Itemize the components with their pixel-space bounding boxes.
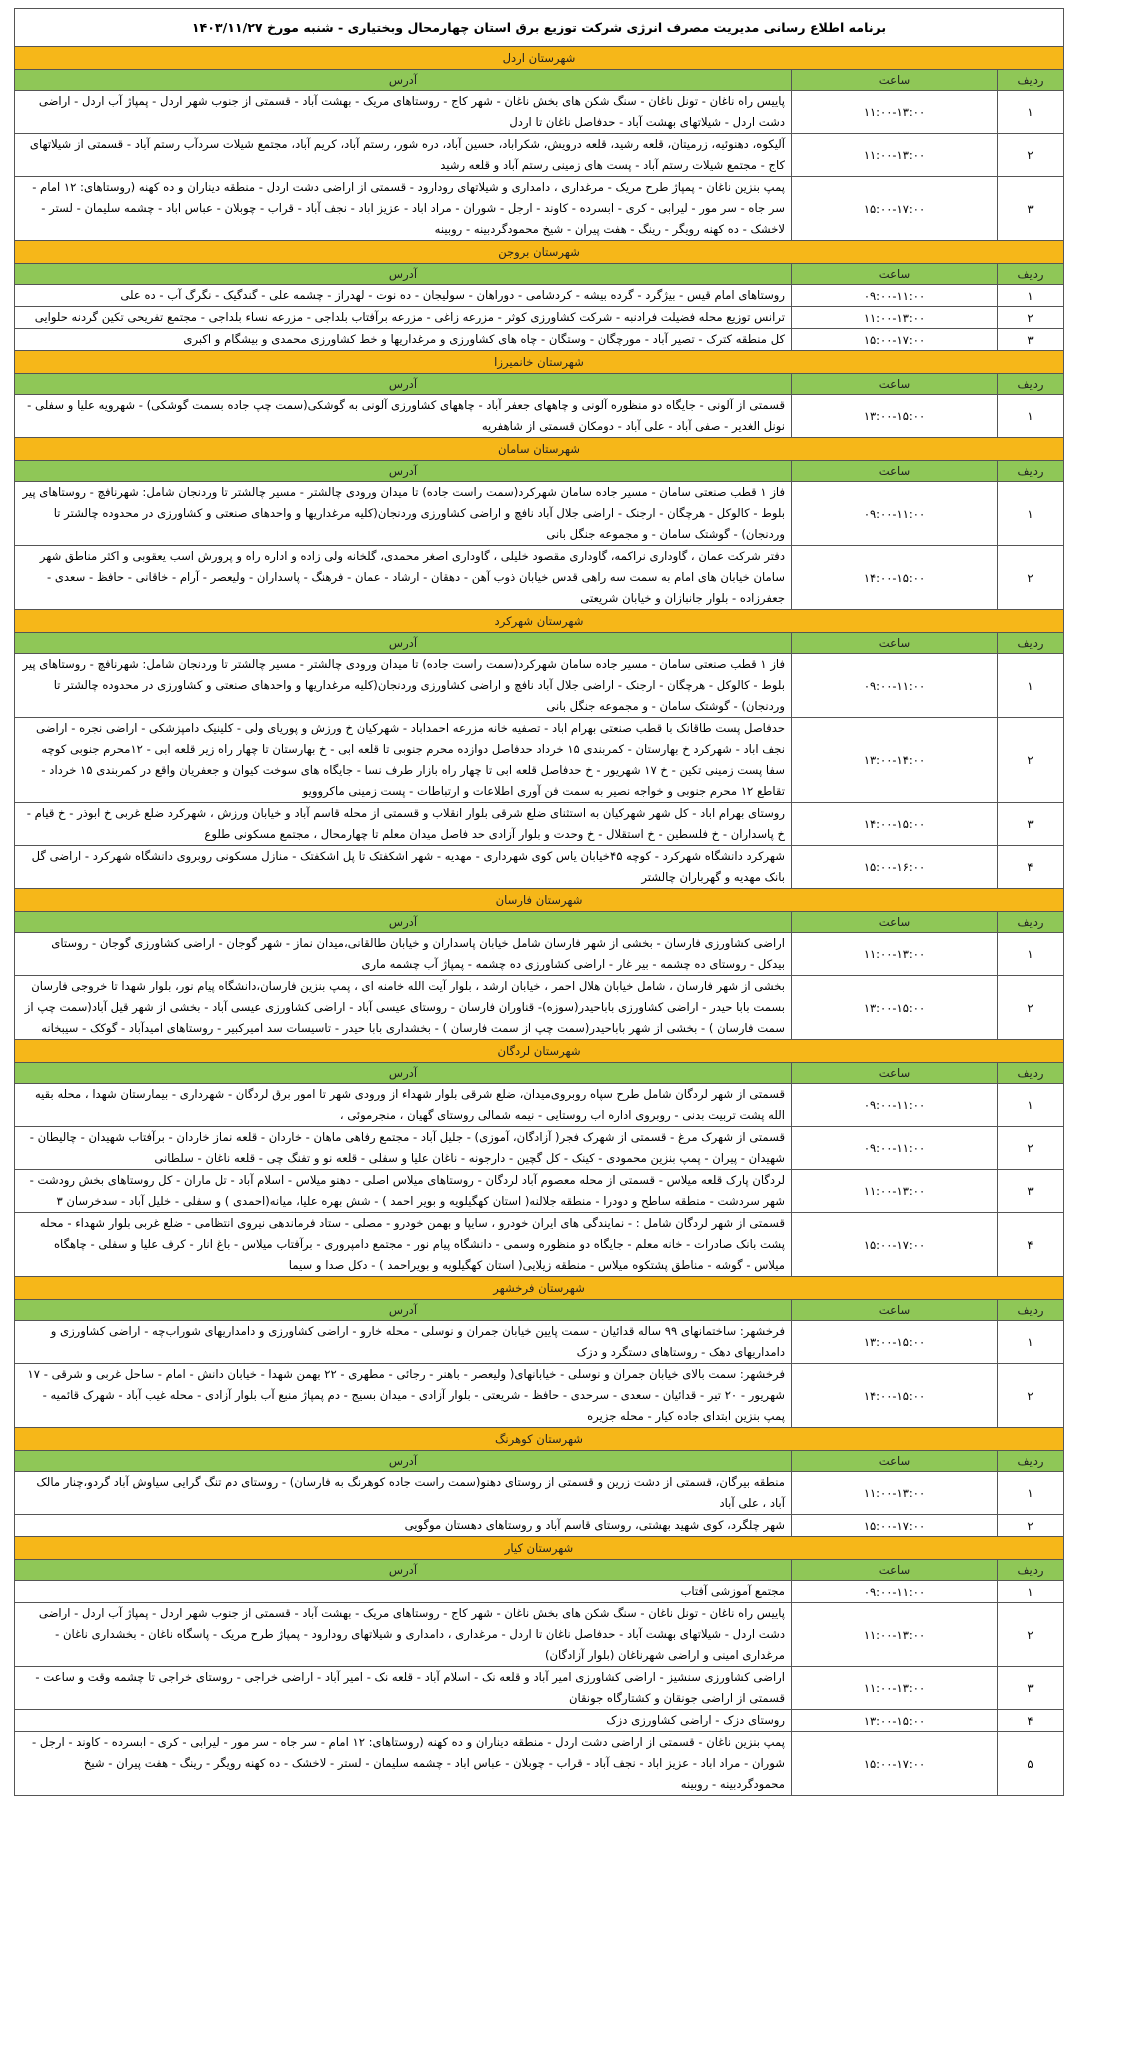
table-row (15, 134, 1064, 177)
table-row (15, 1732, 1064, 1796)
city-header-row (15, 889, 1064, 912)
header-row-number: ردیف (998, 374, 1064, 395)
city-name: شهرستان خانمیرزا (15, 351, 1064, 374)
row-time: ۱۳:۰۰-۱۵:۰۰ (792, 395, 998, 438)
column-header-row (15, 264, 1064, 285)
row-number: ۴ (998, 1213, 1064, 1277)
row-time: ۱۱:۰۰-۱۳:۰۰ (792, 307, 998, 329)
city-header-row (15, 351, 1064, 374)
row-address: دفتر شرکت عمان ، گاوداری نراکمه، گاوداری مقصود خلیلی ، گاوداری اصغر محمدی، گلخانه ولی زاده و اداره راه و پرورش اسب یعقوبی و اکثر مناطق شهر سامان خیابان های امام به سمت سه راهی قدس خیابان ذوب آهن - دهقان - ارشاد - عمان - فرهنگ - پاسداران - ولیعصر - آرام - خاقانی - حافظ - سعدی - جعفرزاده - بلوار جانبازان و خیابان شریعتی (15, 546, 792, 610)
table-body (15, 9, 1064, 1796)
city-header-row (15, 438, 1064, 461)
row-time: ۰۹:۰۰-۱۱:۰۰ (792, 1127, 998, 1170)
table-row (15, 1213, 1064, 1277)
row-time: ۱۵:۰۰-۱۷:۰۰ (792, 1213, 998, 1277)
row-number: ۱ (998, 395, 1064, 438)
row-time: ۱۴:۰۰-۱۵:۰۰ (792, 803, 998, 846)
row-time: ۱۳:۰۰-۱۴:۰۰ (792, 718, 998, 803)
header-time: ساعت (792, 1560, 998, 1581)
header-address: آدرس (15, 1451, 792, 1472)
row-time: ۱۱:۰۰-۱۳:۰۰ (792, 933, 998, 976)
city-name: شهرستان فارسان (15, 889, 1064, 912)
header-time: ساعت (792, 461, 998, 482)
header-row-number: ردیف (998, 70, 1064, 91)
table-row (15, 1127, 1064, 1170)
row-number: ۳ (998, 329, 1064, 351)
row-time: ۰۹:۰۰-۱۱:۰۰ (792, 654, 998, 718)
city-name: شهرستان سامان (15, 438, 1064, 461)
row-time: ۱۴:۰۰-۱۵:۰۰ (792, 546, 998, 610)
row-number: ۱ (998, 1084, 1064, 1127)
table-row (15, 976, 1064, 1040)
row-number: ۳ (998, 177, 1064, 241)
row-time: ۱۱:۰۰-۱۳:۰۰ (792, 1603, 998, 1667)
header-address: آدرس (15, 374, 792, 395)
row-address: قسمتی از شهرک مرغ - قسمتی از شهرک فجر( آزادگان، آموزی) - جلیل آباد - مجتمع رفاهی ماهان - خاردان - قلعه نماز خاردان - برآفتاب شهیدان - چالیطان - شهیدان - پیران - پمپ بنزین محمودی - کینک - کل گچین - دارجونه - ناغان علیا و سفلی - قلعه نو و تفنگ چی - قلعه ناغان - سلطانی (15, 1127, 792, 1170)
row-number: ۳ (998, 1667, 1064, 1710)
row-address: لردگان پارک قلعه میلاس - قسمتی از محله معصوم آباد لردگان - روستاهای میلاس اصلی - دهنو میلاس - اسلام آباد - تل ماران - کل روستاهای بخش رودشت - شهر سردشت - منطقه ساطح و دودرا - منطقه جلالنه( استان کهگیلویه و بویر احمد ) - شش بهره علیا، میانه(احمدی ) و سفلی - خلیل آباد - سدخرسان ۳ (15, 1170, 792, 1213)
row-number: ۱ (998, 285, 1064, 307)
row-number: ۴ (998, 1710, 1064, 1732)
header-time: ساعت (792, 374, 998, 395)
row-number: ۲ (998, 307, 1064, 329)
header-address: آدرس (15, 1063, 792, 1084)
row-time: ۱۵:۰۰-۱۷:۰۰ (792, 177, 998, 241)
row-number: ۲ (998, 134, 1064, 177)
row-time: ۰۹:۰۰-۱۱:۰۰ (792, 1084, 998, 1127)
row-number: ۲ (998, 976, 1064, 1040)
row-time: ۱۳:۰۰-۱۵:۰۰ (792, 1321, 998, 1364)
column-header-row (15, 912, 1064, 933)
row-time: ۱۱:۰۰-۱۳:۰۰ (792, 1472, 998, 1515)
column-header-row (15, 374, 1064, 395)
header-time: ساعت (792, 70, 998, 91)
row-time: ۱۳:۰۰-۱۵:۰۰ (792, 976, 998, 1040)
row-address: اراضی کشاورزی سنشیز - اراضی کشاورزی امیر آباد و قلعه نک - اسلام آباد - قلعه نک - امیر آباد - اراضی خراجی - روستای خراجی تا چشمه وقت و ساعت - قسمتی از اراضی جونقان و کشتارگاه جونقان (15, 1667, 792, 1710)
header-address: آدرس (15, 912, 792, 933)
row-time: ۱۱:۰۰-۱۳:۰۰ (792, 1667, 998, 1710)
row-number: ۵ (998, 1732, 1064, 1796)
header-row-number: ردیف (998, 633, 1064, 654)
row-number: ۴ (998, 846, 1064, 889)
row-number: ۱ (998, 482, 1064, 546)
column-header-row (15, 1451, 1064, 1472)
row-address: فاز ۱ قطب صنعتی سامان - مسیر جاده سامان شهرکرد(سمت راست جاده) تا میدان ورودی چالشتر - مسیر چالشتر تا وردنجان شامل: شهرنافچ - روستاهای پیر بلوط - کالوکل - هرچگان - ارجنک - اراضی جلال آباد نافچ و اراضی کشاورزی وردنجان(کلیه مرغداریها و واحدهای صنعتی و کشاورزی در محدوده چالشتر تا وردنجان) - گوشتک سامان - و مجموعه جنگل بانی (15, 654, 792, 718)
table-row (15, 718, 1064, 803)
city-header-row (15, 610, 1064, 633)
table-row (15, 1603, 1064, 1667)
row-address: پاییس راه ناغان - تونل ناغان - سنگ شکن های بخش ناغان - شهر کاج - روستاهای مریک - بهشت آباد - قسمتی از جنوب شهر اردل - پمپاژ آب اردل - اراضی دشت اردل - شیلاتهای بهشت آباد - حدفاصل ناغان تا اردل - مرغداری ، دامداری و شیلاتهای رودارود - پمپاژ طرح مریک - پاسگاه ناغان - بخشداری ناغان - مرغداری امینی و اراضی شهرناغان (بلوار آزادگان) (15, 1603, 792, 1667)
header-row-number: ردیف (998, 1451, 1064, 1472)
row-time: ۱۳:۰۰-۱۵:۰۰ (792, 1710, 998, 1732)
city-header-row (15, 1040, 1064, 1063)
city-header-row (15, 47, 1064, 70)
title-row (15, 9, 1064, 47)
city-name: شهرستان کیار (15, 1537, 1064, 1560)
row-time: ۰۹:۰۰-۱۱:۰۰ (792, 285, 998, 307)
header-row-number: ردیف (998, 1300, 1064, 1321)
table-row (15, 1364, 1064, 1428)
row-address: روستاهای امام قیس - بیژگرد - گرده بیشه - کردشامی - دوراهان - سولیجان - ده نوت - لهدراز - چشمه علی - گندگیک - نگرگ آب - ده علی (15, 285, 792, 307)
row-time: ۱۵:۰۰-۱۷:۰۰ (792, 1732, 998, 1796)
table-row (15, 482, 1064, 546)
table-row (15, 395, 1064, 438)
outage-schedule-table (14, 8, 1064, 1796)
table-row (15, 307, 1064, 329)
header-address: آدرس (15, 70, 792, 91)
table-row (15, 546, 1064, 610)
header-time: ساعت (792, 1451, 998, 1472)
row-number: ۱ (998, 1321, 1064, 1364)
row-number: ۱ (998, 654, 1064, 718)
row-address: شهرکرد دانشگاه شهرکرد - کوچه ۴۵خیابان یاس کوی شهرداری - مهدیه - شهر اشکفتک تا پل اشکفتک - منازل مسکونی روبروی دانشگاه شهرکرد - اراضی گل بانک مهدیه و گهرباران چالشتر (15, 846, 792, 889)
row-address: آلیکوه، دهنوئیه، زرمیتان، قلعه رشید، قلعه درویش، شکراباد، حسین آباد، دره شور، رستم آباد، کریم آباد، مجتمع شیلات سردآب رستم آباد - قسمتی از شیلاتهای کاج - مجتمع شیلات رستم آباد - پست های زمینی رستم آباد و قلعه رشید (15, 134, 792, 177)
row-address: اراضی کشاورزی فارسان - بخشی از شهر فارسان شامل خیابان پاسداران و خیابان طالقانی،میدان نماز - شهر گوجان - اراضی کشاورزی گوجان - روستای بیدکل - روستای ده چشمه - بیر غار - اراضی کشاورزی ده چشمه - پمپاژ آب چشمه ماری (15, 933, 792, 976)
row-address: قسمتی از شهر لردگان شامل طرح سپاه روبروی‌میدان، ضلع شرقی بلوار شهداء از ورودی شهر تا امور برق لردگان - شهرداری - بیمارستان شهدا ، محله بقیه الله پشت تربیت بدنی - روبروی اداره اب روستایی - نیمه شمالی روستای گهیان ، منجرموئی ، (15, 1084, 792, 1127)
row-address: فرخشهر: سمت بالای خیابان جمران و نوسلی - خیابانهای( ولیعصر - باهنر - رجائی - مطهری - ۲۲ بهمن شهدا - خیابان دانش - امام - ساحل غربی و شرقی - ۱۷ شهریور - ۲۰ تیر - قدائیان - سعدی - سرحدی - حافظ - شریعتی - بلوار آزادی - میدان بسیج - دم پمپاژ منبع آب بلوار آزادی - محله غیب آباد - شهرک قائمیه - پمپ بنزین ابتدای جاده کیار - محله جزیره (15, 1364, 792, 1428)
row-address: حدفاصل پست طاقانک با قطب صنعتی بهرام اباد - تصفیه خانه مزرعه احمداباد - شهرکیان خ ورزش و پوریای ولی - کلینیک دامپزشکی - اراضی نجره - اراضی نجف اباد - شهرکرد خ بهارستان - کمربندی ۱۵ خرداد حدفاصل دوازده محرم جنوبی تا قلعه ابی - خ بهارستان تا چهار راه زیر قلعه ابی - ۱۲محرم جنوبی کوچه سفا پست زمینی تکین - خ ۱۷ شهریور - خ حدفاصل قلعه ابی تا چهار راه بازار طرف نسا - جایگاه های سوخت کیوان و جعفریان واقع در کمربندی ۱۵ خرداد - تقاطع ۱۲ محرم جنوبی و خواجه نصیر به سمت فن آوری اطلاعات و ارتباطات - پست زمینی ماکروویو (15, 718, 792, 803)
city-name: شهرستان لردگان (15, 1040, 1064, 1063)
table-row (15, 1581, 1064, 1603)
table-row (15, 1170, 1064, 1213)
city-name: شهرستان فرخشهر (15, 1277, 1064, 1300)
header-address: آدرس (15, 1560, 792, 1581)
row-time: ۱۵:۰۰-۱۶:۰۰ (792, 846, 998, 889)
table-row (15, 846, 1064, 889)
document-title: برنامه اطلاع رسانی مدیریت مصرف انرژی شرکت توزیع برق استان چهارمحال وبختیاری - شنبه مورخ ۱۴۰۳/۱۱/۲۷ (15, 9, 1064, 47)
row-number: ۲ (998, 546, 1064, 610)
row-time: ۰۹:۰۰-۱۱:۰۰ (792, 1581, 998, 1603)
row-address: شهر چلگرد، کوی شهید بهشتی، روستای قاسم آباد و روستاهای دهستان موگویی (15, 1515, 792, 1537)
table-row (15, 1321, 1064, 1364)
city-header-row (15, 1537, 1064, 1560)
header-row-number: ردیف (998, 461, 1064, 482)
row-number: ۳ (998, 1170, 1064, 1213)
column-header-row (15, 633, 1064, 654)
header-time: ساعت (792, 1300, 998, 1321)
row-number: ۳ (998, 803, 1064, 846)
row-address: مجتمع آموزشی آفتاب (15, 1581, 792, 1603)
row-number: ۲ (998, 1127, 1064, 1170)
row-number: ۲ (998, 1515, 1064, 1537)
row-number: ۲ (998, 1603, 1064, 1667)
header-address: آدرس (15, 461, 792, 482)
row-number: ۲ (998, 1364, 1064, 1428)
city-header-row (15, 241, 1064, 264)
row-address: روستای بهرام اباد - کل شهر شهرکیان به استثنای ضلع شرقی بلوار انقلاب و قسمتی از محله قاسم آباد و خیابان ورزش ، شهرکرد ضلع غربی خ ابوذر - خ قیام - خ پاسداران - خ فلسطین - خ استقلال - خ وحدت و بلوار آزادی حد فاصل میدان معلم تا چهارمحال ، مجتمع مسکونی طلوع (15, 803, 792, 846)
row-address: ترانس توزیع محله فضیلت فرادنبه - شرکت کشاورزی کوثر - مزرعه زاغی - مزرعه برآفتاب بلداجی - مزرعه نساء بلداجی - مجتمع تفریحی تکین گردنه حلوایی (15, 307, 792, 329)
row-number: ۱ (998, 933, 1064, 976)
header-time: ساعت (792, 264, 998, 285)
row-address: منطقه بیرگان، قسمتی از دشت زرین و قسمتی از روستای دهنو(سمت راست جاده کوهرنگ به فارسان) - روستای دم تنگ گرایی سیاوش آباد گردو،چنار مالک آباد ، علی آباد (15, 1472, 792, 1515)
table-row (15, 933, 1064, 976)
table-row (15, 177, 1064, 241)
row-address: روستای دزک - اراضی کشاورزی دزک (15, 1710, 792, 1732)
row-time: ۱۱:۰۰-۱۳:۰۰ (792, 91, 998, 134)
row-time: ۱۱:۰۰-۱۳:۰۰ (792, 1170, 998, 1213)
header-time: ساعت (792, 1063, 998, 1084)
city-name: شهرستان اردل (15, 47, 1064, 70)
row-time: ۱۴:۰۰-۱۵:۰۰ (792, 1364, 998, 1428)
row-time: ۰۹:۰۰-۱۱:۰۰ (792, 482, 998, 546)
row-time: ۱۵:۰۰-۱۷:۰۰ (792, 329, 998, 351)
row-time: ۱۵:۰۰-۱۷:۰۰ (792, 1515, 998, 1537)
row-address: کل منطقه کترک - تصیر آباد - مورچگان - وستگان - چاه های کشاورزی و مرغداریها و خط کشاورزی محمدی و بیشگام و اکبری (15, 329, 792, 351)
row-address: پاییس راه ناغان - تونل ناغان - سنگ شکن های بخش ناغان - شهر کاج - روستاهای مریک - بهشت آباد - قسمتی از جنوب شهر اردل - پمپاژ آب اردل - اراضی دشت اردل - شیلاتهای بهشت آباد - حدفاصل ناغان تا اردل (15, 91, 792, 134)
row-number: ۲ (998, 718, 1064, 803)
row-address: فاز ۱ قطب صنعتی سامان - مسیر جاده سامان شهرکرد(سمت راست جاده) تا میدان ورودی چالشتر - مسیر چالشتر تا وردنجان شامل: شهرنافچ - روستاهای پیر بلوط - کالوکل - هرچگان - ارجنک - اراضی جلال آباد نافچ و اراضی کشاورزی وردنجان(کلیه مرغداریها و واحدهای صنعتی و کشاورزی در محدوده چالشتر تا وردنجان) - گوشتک سامان - و مجموعه جنگل بانی (15, 482, 792, 546)
table-row (15, 285, 1064, 307)
header-time: ساعت (792, 633, 998, 654)
header-row-number: ردیف (998, 1560, 1064, 1581)
table-row (15, 803, 1064, 846)
city-name: شهرستان بروجن (15, 241, 1064, 264)
row-address: پمپ بنزین ناغان - پمپاژ طرح مریک - مرغداری ، دامداری و شیلاتهای رودارود - قسمتی از اراضی دشت اردل - منطقه دیناران و ده کهنه (روستاهای: ۱۲ امام - سر جاه - سر مور - لیرابی - کری - ابسرده - کاوند - ارجل - شوران - مراد اباد - عزیز اباد - نجف آباد - قراب - چوبلان - عباس اباد - چشمه سلیمان - لستر - لاخشک - ده کهنه رویگر - رینگ - هفت پیران - شیخ محمودگردبینه - روبینه (15, 177, 792, 241)
row-address: پمپ بنزین ناغان - قسمتی از اراضی دشت اردل - منطقه دیناران و ده کهنه (روستاهای: ۱۲ امام - سر جاه - سر مور - لیرابی - کری - ابسرده - کاوند - ارجل - شوران - مراد اباد - عزیز اباد - نجف آباد - قراب - چوبلان - عباس اباد - چشمه سلیمان - لستر - لاخشک - ده کهنه رویگر - رینگ - هفت پیران - شیخ محمودگردبینه - روبینه (15, 1732, 792, 1796)
row-number: ۱ (998, 1581, 1064, 1603)
header-address: آدرس (15, 264, 792, 285)
city-name: شهرستان شهرکرد (15, 610, 1064, 633)
column-header-row (15, 1560, 1064, 1581)
column-header-row (15, 461, 1064, 482)
city-header-row (15, 1428, 1064, 1451)
row-address: قسمتی از شهر لردگان شامل : - نمایندگی های ایران خودرو ، سایپا و بهمن خودرو - مصلی - ستاد فرماندهی نیروی انتظامی - ضلع غربی بلوار شهداء - محله پشت بانک صادرات - خانه معلم - جایگاه دو منظوره وسمی - دانشگاه پیام نور - مجتمع دامپروری - برآفتاب میلاس - باغ انار - کرف علیا و سفلی - چاهگاه میلاس - گوشه - مناطق پشتکوه میلاس - منطقه زیلایی( استان کهگیلویه و بویراحمد ) - دکل صدا و سیما (15, 1213, 792, 1277)
table-row (15, 1667, 1064, 1710)
header-address: آدرس (15, 633, 792, 654)
city-name: شهرستان کوهرنگ (15, 1428, 1064, 1451)
row-address: فرخشهر: ساختمانهای ۹۹ ساله قدائیان - سمت پایین خیابان جمران و نوسلی - محله خارو - اراضی کشاورزی و دامداریهای شوراب‌چه - اراضی کشاورزی و دامداریهای دهک - روستاهای دستگرد و دزک (15, 1321, 792, 1364)
header-address: آدرس (15, 1300, 792, 1321)
table-row (15, 654, 1064, 718)
header-time: ساعت (792, 912, 998, 933)
row-address: بخشی از شهر فارسان ، شامل خیابان هلال احمر ، خیابان ارشد ، بلوار آیت الله خامنه ای ، پمپ بنزین فارسان،دانشگاه پیام نور، بلوار شهدا تا خروجی فارسان بسمت بابا حیدر - اراضی کشاورزی باباحیدر(سوزه)- قناوران فارسان - روستای عیسی آباد - اراضی کشاورزی عیسی آباد - بخشی از شهر قیل آباد(سمت چپ از سمت فارسان ) - بخشی از شهر باباحیدر(سمت چپ از سمت فارسان ) - بخشداری بابا حیدر - تاسیسات سد امیرکبیر - روستاهای امیدآباد - گوکک - سیبخانه (15, 976, 792, 1040)
row-number: ۱ (998, 91, 1064, 134)
table-row (15, 1710, 1064, 1732)
header-row-number: ردیف (998, 264, 1064, 285)
column-header-row (15, 1300, 1064, 1321)
table-row (15, 1084, 1064, 1127)
header-row-number: ردیف (998, 912, 1064, 933)
table-row (15, 91, 1064, 134)
header-row-number: ردیف (998, 1063, 1064, 1084)
table-row (15, 1515, 1064, 1537)
table-row (15, 1472, 1064, 1515)
row-number: ۱ (998, 1472, 1064, 1515)
table-row (15, 329, 1064, 351)
row-time: ۱۱:۰۰-۱۳:۰۰ (792, 134, 998, 177)
column-header-row (15, 70, 1064, 91)
city-header-row (15, 1277, 1064, 1300)
column-header-row (15, 1063, 1064, 1084)
row-address: قسمتی از آلونی - جایگاه دو منظوره آلونی و چاههای جعفر آباد - چاههای کشاورزی آلونی به گوشکی(سمت چپ جاده بسمت گوشکی) - شهرویه علیا و سفلی - نونل الغدیر - صفی آباد - علی آباد - دومکان قسمتی از شاهفریه (15, 395, 792, 438)
